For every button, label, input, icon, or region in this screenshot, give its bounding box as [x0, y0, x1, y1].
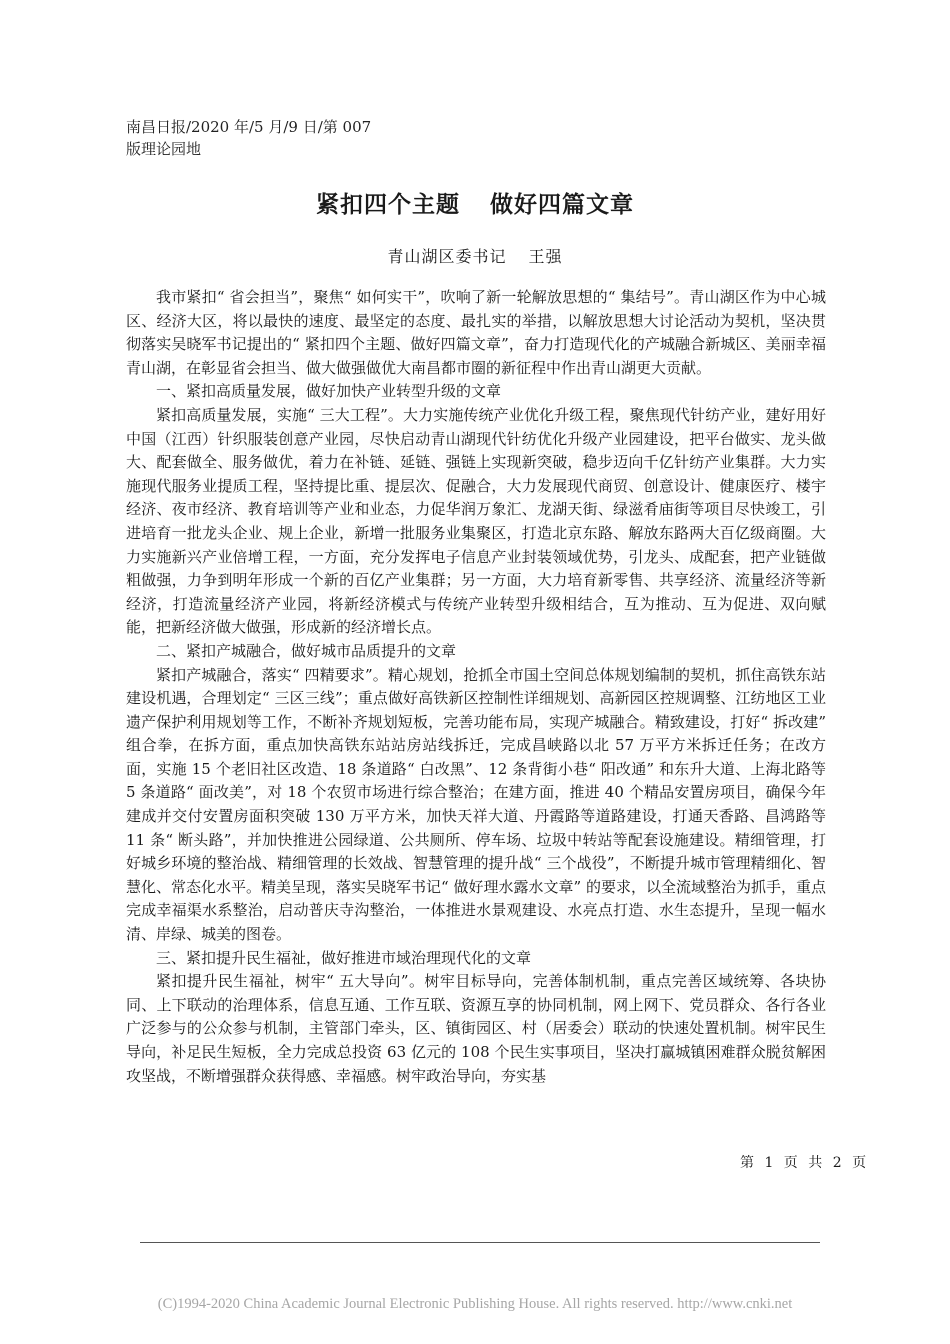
- copyright-notice: (C)1994-2020 China Academic Journal Electronic Publishing House. All rights reserved. http://www.cnki.net: [157, 1296, 793, 1312]
- author-role: 青山湖区委书记: [387, 247, 507, 266]
- author-name: 王强: [528, 247, 563, 266]
- source-line-2: 版理论园地: [126, 140, 202, 158]
- section-heading-2: 二、紧扣产城融合，做好城市品质提升的文章: [156, 641, 457, 660]
- section-heading-1: 一、紧扣高质量发展，做好加快产业转型升级的文章: [156, 382, 502, 401]
- title-part-1: 紧扣四个主题: [316, 192, 460, 218]
- page-number: 第 1 页 共 2 页: [740, 1155, 868, 1171]
- title-part-2: 做好四篇文章: [490, 192, 634, 218]
- article-author: [0, 244, 950, 267]
- paragraph-section-3: 紧扣提升民生福祉，树牢“ 五大导向”。树牢目标导向，完善体制机制，重点完善区域统筹、各块协同、上下联动的治理体系，信息互通、工作互联、资源互享的协同机制，网上网下、党员群众、各行各业广泛参与的公众参与机制，主管部门牵头，区、镇街园区、村（居委会）联动的快速处置机制。树牢民生导向，补足民生短板，全力完成总投资 63 亿元的 108 个民生实事项目，坚决打赢城镇困难群众脱贫解困攻坚战，不断增强群众获得感、幸福感。树牢政治导向，夯实基: [126, 972, 826, 1085]
- paragraph-section-1: 紧扣高质量发展，实施“ 三大工程”。大力实施传统产业优化升级工程，聚焦现代针纺产业，建好用好中国（江西）针织服装创意产业园，尽快启动青山湖现代针纺优化升级产业园建设，把平台做实、龙头做大、配套做全、服务做优，着力在补链、延链、强链上实现新突破，稳步迈向千亿针纺产业集群。大力实施现代服务业提质工程，坚持提比重、提层次、促融合，大力发展现代商贸、创意设计、健康医疗、楼宇经济、夜市经济、教育培训等产业和业态，力促华润万象汇、龙湖天街、绿滋肴庙街等项目尽快竣工，引进培育一批龙头企业、规上企业，新增一批服务业集聚区，打造北京东路、解放东路两大百亿级商圈。大力实施新兴产业倍增工程，一方面，充分发挥电子信息产业封装领域优势，引龙头、成配套，把产业链做粗做强，力争到明年形成一个新的百亿产业集群；另一方面，大力培育新零售、共享经济、流量经济等新经济，打造流量经济产业园，将新经济模式与传统产业转型升级相结合，互为推动、互为促进、双向赋能，把新经济做大做强，形成新的经济增长点。: [126, 405, 826, 637]
- source-citation: [126, 116, 426, 160]
- article-title: [0, 186, 950, 219]
- source-line-1: 南昌日报/2020 年/5 月/9 日/第 007: [126, 118, 372, 136]
- article-body: [126, 286, 826, 1088]
- section-heading-3: 三、紧扣提升民生福祉，做好推进市域治理现代化的文章: [156, 948, 532, 967]
- paragraph-section-2: 紧扣产城融合，落实“ 四精要求”。精心规划，抢抓全市国土空间总体规划编制的契机，抓住高铁东站建设机遇，合理划定“ 三区三线”；重点做好高铁新区控制性详细规划、高新园区控规调整、江纺地区工业遗产保护利用规划等工作，不断补齐规划短板，完善功能布局，实现产城融合。精致建设，打好“ 拆改建” 组合拳，在拆方面，重点加快高铁东站站房站线拆迁，完成昌峡路以北 57 万平方米拆迁任务；在改方面，实施 15 个老旧社区改造、18 条道路“ 白改黑”、12 条背街小巷“ 阳改通” 和东升大道、上海北路等 5 条道路“ 面改美”，对 18 个农贸市场进行综合整治；在建方面，推进 40 个精品安置房项目，确保今年建成并交付安置房面积突破 130 万平方米，加快天祥大道、丹霞路等道路建设，打通天香路、昌鸿路等 11 条“ 断头路”，并加快推进公园绿道、公共厕所、停车场、垃圾中转站等配套设施建设。精细管理，打好城乡环境的整治战、精细管理的长效战、智慧管理的提升战“ 三个战役”，不断提升城市管理精细化、智慧化、常态化水平。精美呈现，落实吴晓军书记“ 做好理水露水文章” 的要求，以全流域整治为抓手，重点完成幸福渠水系整治，启动普庆寺沟整治，一体推进水景观建设、水亮点打造、水生态提升，呈现一幅水清、岸绿、城美的图卷。: [126, 665, 826, 944]
- paragraph-intro: 我市紧扣“ 省会担当”，聚焦“ 如何实干”，吹响了新一轮解放思想的“ 集结号”。青山湖区作为中心城区、经济大区，将以最快的速度、最坚定的态度、最扎实的举措，以解放思想大讨论活动为契机，坚决贯彻落实吴晓军书记提出的“ 紧扣四个主题、做好四篇文章”，奋力打造现代化的产城融合新城区、美丽幸福青山湖，在彰显省会担当、做大做强做优大南昌都市圈的新征程中作出青山湖更大贡献。: [126, 288, 826, 377]
- footer-divider: [140, 1242, 820, 1243]
